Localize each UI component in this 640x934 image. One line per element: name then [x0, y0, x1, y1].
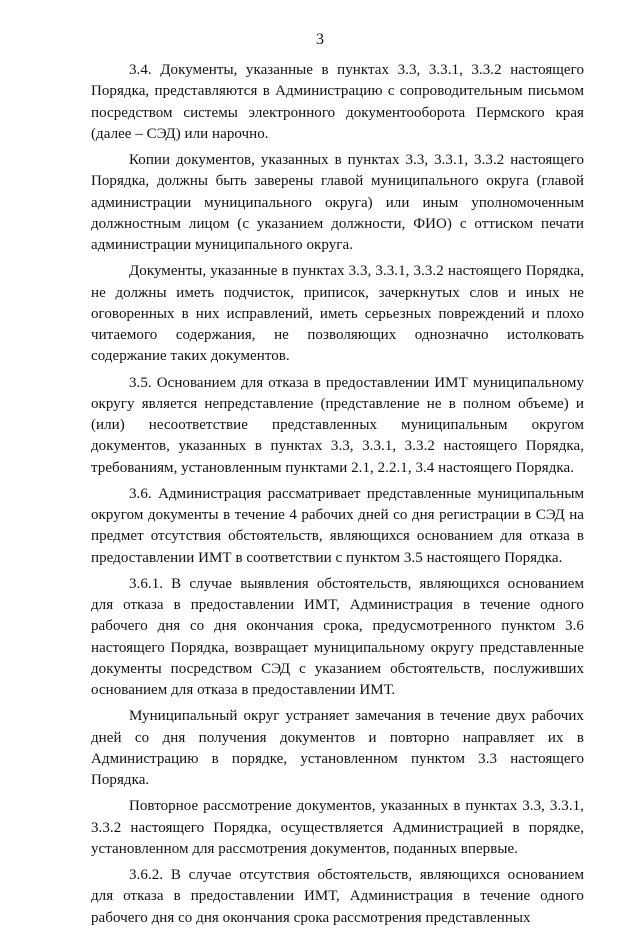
paragraph-3-6-2: 3.6.2. В случае отсутствия обстоятельств, являющихся основанием для отказа в предоставлении ИМТ, Администрация в течение одного рабочего дня со дня окончания срока рассмотрения представленных — [91, 867, 584, 926]
paragraph-3-4: 3.4. Документы, указанные в пунктах 3.3, 3.3.1, 3.3.2 настоящего Порядка, представляются в Администрацию с сопроводительным письмом посредством системы электронного документооборота Пермского края (далее – СЭД) или нарочно. — [91, 62, 584, 142]
paragraph-3-6-1: 3.6.1. В случае выявления обстоятельств, являющихся основанием для отказа в предоставлении ИМТ, Администрация в течение одного рабочего дня со дня окончания срока, предусмотренного пунктом 3.6 настоящего Порядка, возвращает муниципальному округу представленные документы посредством СЭД с указанием обстоятельств, послуживших основанием для отказа в предоставлении ИМТ. — [91, 575, 584, 698]
paragraph-document-requirements: Документы, указанные в пунктах 3.3, 3.3.1, 3.3.2 настоящего Порядка, не должны иметь подчисток, приписок, зачеркнутых слов и иных не оговоренных в них исправлений, иметь серьезных повреждений и плохо читаемого содержания, не позволяющих однозначно истолковать содержание таких документов. — [91, 263, 584, 365]
paragraph-3-6: 3.6. Администрация рассматривает представленные муниципальным округом документы в течение 4 рабочих дней со дня регистрации в СЭД на предмет отсутствия обстоятельств, являющихся основанием для отказа в предоставлении ИМТ в соответствии с пунктом 3.5 настоящего Порядка. — [91, 485, 584, 566]
page-number: 3 — [316, 31, 324, 48]
paragraph-copies-certification: Копии документов, указанных в пунктах 3.3, 3.3.1, 3.3.2 настоящего Порядка, должны быть заверены главой муниципального округа (главой администрации муниципального округа) или иным уполномоченным должностным лицом (с указанием должности, ФИО) с оттиском печати администрации муниципального округа. — [91, 152, 584, 253]
paragraph-repeat-review: Повторное рассмотрение документов, указанных в пунктах 3.3, 3.3.1, 3.3.2 настоящего Порядка, осуществляется Администрацией в порядке, установленном для рассмотрения документов, поданных впервые. — [91, 798, 584, 857]
paragraph-3-5: 3.5. Основанием для отказа в предоставлении ИМТ муниципальному округу является непредставление (представление не в полном объеме) и (или) несоответствие представленных муниципальным округом документов, указанных в пунктах 3.3, 3.3.1, 3.3.2 настоящего Порядка, требованиям, установленным пунктами 2.1, 2.2.1, 3.4 настоящего Порядка. — [91, 374, 584, 476]
document-body — [91, 60, 584, 934]
paragraph-municipal-corrections: Муниципальный округ устраняет замечания в течение двух рабочих дней со дня получения документов и повторно направляет их в Администрацию в порядке, установленном пунктом 3.3 настоящего Порядка. — [91, 708, 584, 788]
